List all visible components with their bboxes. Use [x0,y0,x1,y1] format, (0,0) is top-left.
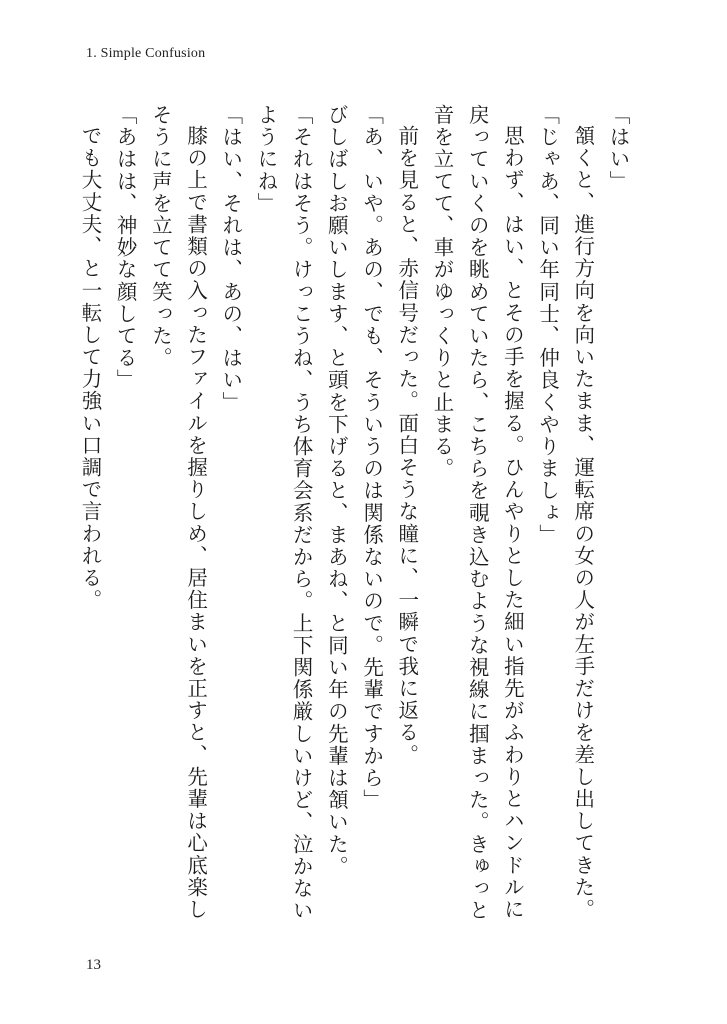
paragraph: 頷くと、進行方向を向いたまま、運転席の女の人が左手だけを差し出してきた。 [570,124,595,921]
paragraph: 前を見ると、赤信号だった。面白そうな瞳に、一瞬で我に返る。 [394,124,419,766]
paragraph: 「あ、いや。あの、でも、そういうのは関係ないので。先輩ですから」 [359,104,384,812]
vertical-body-text [75,104,635,934]
paragraph: 膝の上で書類の入ったファイルを握りしめ、居住まいを正すと、先輩は心底楽しそうに声を立てて笑った。 [148,104,208,921]
paragraph: 思わず、はい、とその手を握る。ひんやりとした細い指先がふわりとハンドルに戻っていくのを眺めていたら、こちらを覗き込むような視線に掴まった。きゅっと音を立てて、車がゆっくりと止まる。 [429,104,525,922]
paragraph: 「はい」 [606,104,630,193]
paragraph: でも大丈夫、と一転して力強い口調で言われる。 [77,124,102,611]
page-number: 13 [86,957,101,973]
paragraph: 「はい、それは、あの、はい」 [218,104,243,414]
running-head-chapter-title: 1. Simple Confusion [86,46,206,61]
paragraph: 「それはそう。けっこうね、うち体育会系だから。上下関係厳しいけど、泣かないようにね」 [253,104,314,922]
paragraph: 「じゃあ、同い年同士、仲良くやりましょ」 [535,104,560,546]
paragraph: びしばしお願いします、と頭を下げると、まあね、と同い年の先輩は頷いた。 [324,104,349,878]
paragraph: 「あはは、神妙な顔してる」 [113,104,138,392]
